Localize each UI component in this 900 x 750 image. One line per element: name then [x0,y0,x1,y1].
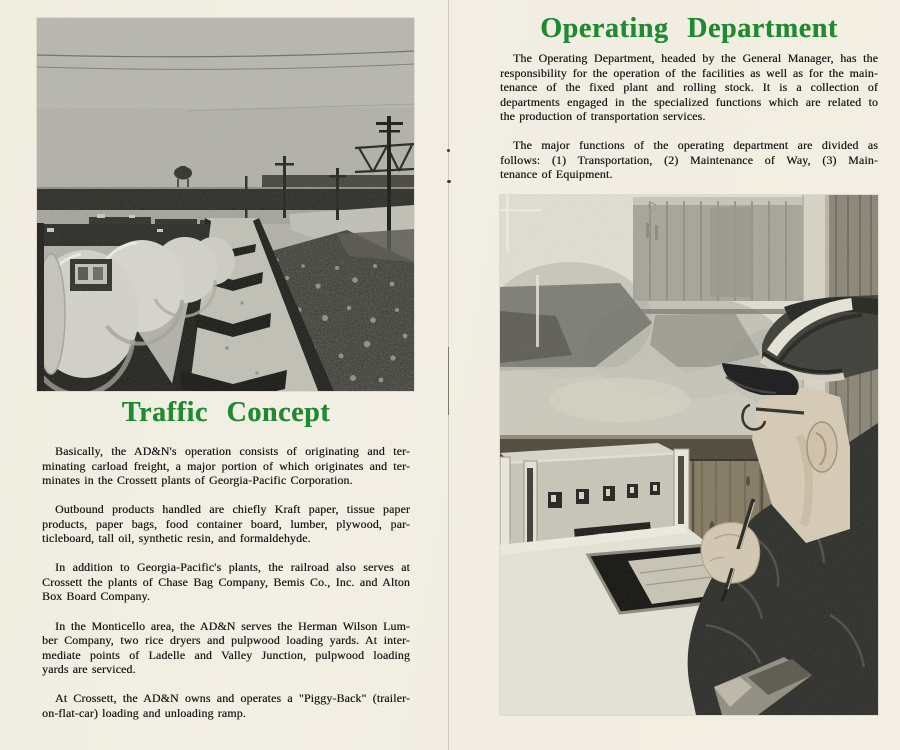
paragraph [42,444,410,488]
print-speck [447,149,450,152]
text-line: At Crossett, the AD&N owns and operates a "Piggy-Back" (trailer- [55,691,410,706]
text-line: Basically, the AD&N's operation consists of originating and ter- [55,444,410,458]
text-line: responsibility for the operation of the facilities as well as for the main- [500,65,878,80]
text-line: the production of transportation services. [500,109,706,124]
text-line: departments engaged in the specialized functions which are related to [500,94,878,109]
text-line: products, paper bags, food container board, lumber, plywood, par- [42,516,410,531]
print-speck [447,180,451,183]
paragraph [42,691,410,720]
paragraph [42,560,410,604]
film-grain [500,195,878,715]
paragraph [42,619,410,677]
paragraph [42,502,410,546]
film-grain [37,18,414,391]
text-line: tenance of the fixed plant and rolling stock. It is a collection of [500,80,878,95]
right-page-title: Operating Department [540,13,838,44]
operator-at-desk-photo [500,195,878,715]
right-page-text [500,51,878,196]
text-line: on-flat-car) loading and unloading ramp. [42,705,246,720]
woodchip-train-photo [37,18,414,391]
text-line: ticleboard, tall oil, synthetic resin, and formaldehyde. [42,531,311,546]
text-line: The Operating Department, headed by the General Manager, has the [513,51,878,65]
text-line: minating carload freight, a major portion of which originates and ter- [42,458,410,473]
text-line: Outbound products handled are chiefly Kraft paper, tissue paper [55,502,410,517]
text-line: In the Monticello area, the AD&N serves the Herman Wilson Lum- [55,618,410,633]
text-line: follows: (1) Transportation, (2) Maintenance of Way, (3) Main- [500,152,878,167]
left-page-text [42,444,410,735]
paragraph [500,51,878,124]
text-line: minates in the Crossett plants of Georgia-Pacific Corporation. [42,473,353,488]
text-line: mediate points of Ladelle and Valley Junction, pulpwood loading [42,647,410,662]
gutter-scratch [448,347,449,415]
text-line: Crossett the plants of Chase Bag Company, Bemis Co., Inc. and Alton [42,574,410,589]
text-line: yards are serviced. [42,662,136,677]
left-page-title: Traffic Concept [121,397,331,428]
text-line: tenance of Equipment. [500,167,613,182]
paragraph [500,138,878,182]
text-line: ber Company, two rice dryers and pulpwood loading yards. At inter- [42,633,410,648]
text-line: In addition to Georgia-Pacific's plants, the railroad also serves at [55,560,410,575]
text-line: Box Board Company. [42,589,150,604]
text-line: The major functions of the operating department are divided as [513,138,878,153]
